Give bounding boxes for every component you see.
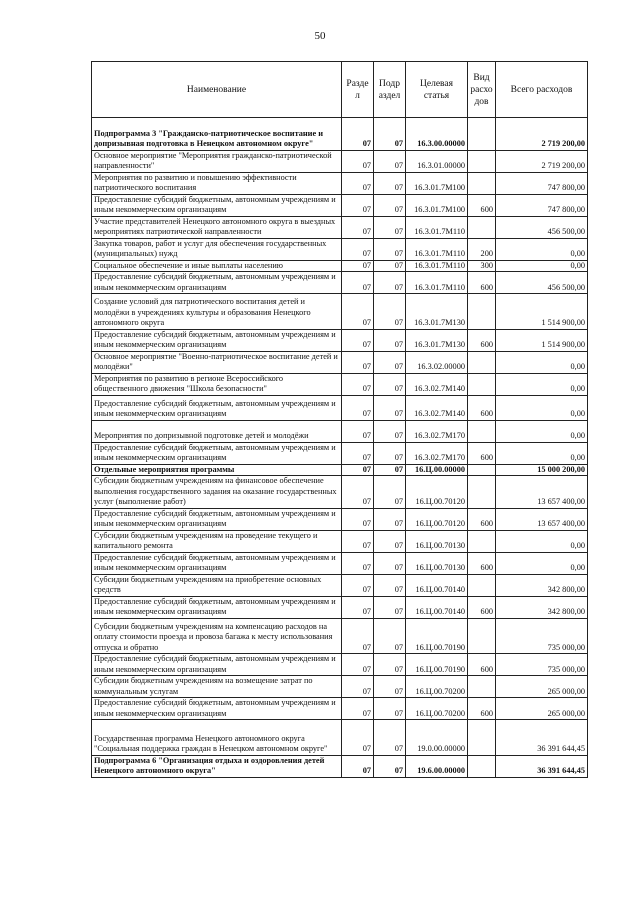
table-row (92, 755, 588, 777)
cell-name: Предоставление субсидий бюджетным, автономным учреждениям и иным некоммерческим организациям (92, 395, 342, 420)
column-header-target: Целевая статья (406, 62, 468, 118)
cell-name: Закупка товаров, работ и услуг для обеспечения государственных (муниципальных) нужд (92, 238, 342, 260)
cell-name: Социальное обеспечение и иные выплаты населению (92, 260, 342, 272)
cell-expense-type (468, 118, 496, 151)
cell-section: 07 (342, 618, 374, 654)
cell-name: Предоставление субсидий бюджетным, автономным учреждениям и иным некоммерческим организациям (92, 272, 342, 294)
cell-subsection: 07 (374, 329, 406, 351)
cell-target: 16.3.00.00000 (406, 118, 468, 151)
cell-expense-type: 200 (468, 238, 496, 260)
cell-subsection: 07 (374, 618, 406, 654)
table-row (92, 194, 588, 216)
cell-expense-type: 600 (468, 552, 496, 574)
cell-total: 2 719 200,00 (496, 150, 588, 172)
column-header-total: Всего расходов (496, 62, 588, 118)
cell-expense-type (468, 476, 496, 509)
cell-total: 0,00 (496, 238, 588, 260)
cell-total: 747 800,00 (496, 172, 588, 194)
cell-section: 07 (342, 654, 374, 676)
cell-target: 16.3.02.7М140 (406, 395, 468, 420)
column-header-subsection: Подр аздел (374, 62, 406, 118)
cell-total: 0,00 (496, 420, 588, 442)
cell-section: 07 (342, 698, 374, 720)
cell-total: 1 514 900,00 (496, 294, 588, 330)
table-row (92, 373, 588, 395)
cell-target: 16.Ц.00.70120 (406, 476, 468, 509)
table-row (92, 720, 588, 756)
cell-target: 16.3.01.7М130 (406, 294, 468, 330)
cell-section: 07 (342, 420, 374, 442)
cell-subsection: 07 (374, 508, 406, 530)
cell-name: Мероприятия по допризывной подготовке детей и молодёжи (92, 420, 342, 442)
cell-subsection: 07 (374, 216, 406, 238)
cell-expense-type (468, 618, 496, 654)
table-row (92, 464, 588, 476)
cell-expense-type: 600 (468, 194, 496, 216)
table-row (92, 260, 588, 272)
table-row (92, 530, 588, 552)
cell-section: 07 (342, 530, 374, 552)
cell-target: 16.3.02.7М170 (406, 420, 468, 442)
table-row (92, 442, 588, 464)
cell-subsection: 07 (374, 552, 406, 574)
column-header-expense-type: Вид расхо дов (468, 62, 496, 118)
cell-target: 16.3.01.7М110 (406, 260, 468, 272)
cell-total: 1 514 900,00 (496, 329, 588, 351)
cell-subsection: 07 (374, 676, 406, 698)
cell-total: 456 500,00 (496, 272, 588, 294)
cell-name: Субсидии бюджетным учреждениям на компенсацию расходов на оплату стоимости проезда и провоза багажа к месту использования отпуска и обратно (92, 618, 342, 654)
cell-total: 36 391 644,45 (496, 720, 588, 756)
cell-subsection: 07 (374, 150, 406, 172)
cell-target: 16.Ц.00.70190 (406, 618, 468, 654)
page-number: 50 (314, 30, 326, 42)
cell-target: 16.Ц.00.70140 (406, 596, 468, 618)
cell-target: 16.Ц.00.70140 (406, 574, 468, 596)
cell-target: 16.3.01.7М100 (406, 194, 468, 216)
cell-total: 0,00 (496, 530, 588, 552)
cell-total: 13 657 400,00 (496, 476, 588, 509)
cell-target: 16.3.01.7М110 (406, 272, 468, 294)
cell-target: 16.Ц.00.70130 (406, 552, 468, 574)
table-row (92, 596, 588, 618)
cell-section: 07 (342, 464, 374, 476)
cell-name: Субсидии бюджетным учреждениям на возмещение затрат по коммунальным услугам (92, 676, 342, 698)
table-row (92, 238, 588, 260)
cell-section: 07 (342, 574, 374, 596)
cell-name: Мероприятия по развитию в регионе Всероссийского общественного движения "Школа безопасности" (92, 373, 342, 395)
cell-section: 07 (342, 294, 374, 330)
cell-name: Основное мероприятие "Мероприятия гражданско-патриотической направленности" (92, 150, 342, 172)
cell-target: 16.Ц.00.70190 (406, 654, 468, 676)
cell-name: Предоставление субсидий бюджетным, автономным учреждениям и иным некоммерческим организациям (92, 508, 342, 530)
table-row (92, 476, 588, 509)
cell-name: Государственная программа Ненецкого автономного округа "Социальная поддержка граждан в Ненецком автономном округе" (92, 720, 342, 756)
cell-expense-type: 600 (468, 272, 496, 294)
cell-expense-type (468, 216, 496, 238)
cell-subsection: 07 (374, 476, 406, 509)
cell-subsection: 07 (374, 260, 406, 272)
cell-section: 07 (342, 351, 374, 373)
cell-total: 0,00 (496, 395, 588, 420)
budget-table (91, 61, 588, 778)
cell-name: Отдельные мероприятия программы (92, 464, 342, 476)
cell-target: 16.3.02.7М140 (406, 373, 468, 395)
cell-target: 16.Ц.00.70200 (406, 676, 468, 698)
cell-section: 07 (342, 329, 374, 351)
cell-total: 0,00 (496, 373, 588, 395)
cell-section: 07 (342, 272, 374, 294)
cell-section: 07 (342, 194, 374, 216)
cell-name: Предоставление субсидий бюджетным, автономным учреждениям и иным некоммерческим организациям (92, 552, 342, 574)
cell-section: 07 (342, 172, 374, 194)
cell-name: Подпрограмма 3 "Гражданско-патриотическое воспитание и допризывная подготовка в Ненецком автономном округе" (92, 118, 342, 151)
table-row (92, 574, 588, 596)
cell-name: Предоставление субсидий бюджетным, автономным учреждениям и иным некоммерческим организациям (92, 596, 342, 618)
table-row (92, 676, 588, 698)
cell-target: 19.0.00.00000 (406, 720, 468, 756)
cell-expense-type: 600 (468, 329, 496, 351)
cell-target: 16.3.01.7М130 (406, 329, 468, 351)
cell-name: Субсидии бюджетным учреждениям на финансовое обеспечение выполнения государственного задания на оказание государственных услуг (выполнение работ) (92, 476, 342, 509)
cell-section: 07 (342, 150, 374, 172)
cell-expense-type (468, 676, 496, 698)
cell-section: 07 (342, 755, 374, 777)
cell-expense-type: 600 (468, 698, 496, 720)
cell-section: 07 (342, 596, 374, 618)
cell-expense-type (468, 574, 496, 596)
table-row (92, 329, 588, 351)
cell-total: 2 719 200,00 (496, 118, 588, 151)
cell-target: 16.Ц.00.70120 (406, 508, 468, 530)
cell-subsection: 07 (374, 698, 406, 720)
cell-total: 0,00 (496, 442, 588, 464)
cell-name: Основное мероприятие "Военно-патриотическое воспитание детей и молодёжи" (92, 351, 342, 373)
cell-target: 16.Ц.00.70200 (406, 698, 468, 720)
cell-name: Предоставление субсидий бюджетным, автономным учреждениям и иным некоммерческим организациям (92, 654, 342, 676)
cell-name: Мероприятия по развитию и повышению эффективности патриотического воспитания (92, 172, 342, 194)
cell-target: 16.3.01.7М110 (406, 216, 468, 238)
table-header-row (92, 62, 588, 118)
cell-expense-type: 600 (468, 442, 496, 464)
cell-total: 342 800,00 (496, 574, 588, 596)
cell-expense-type (468, 420, 496, 442)
cell-subsection: 07 (374, 194, 406, 216)
cell-section: 07 (342, 216, 374, 238)
cell-section: 07 (342, 720, 374, 756)
cell-name: Создание условий для патриотического воспитания детей и молодёжи в учреждениях культуры и образования Ненецкого автономного округа (92, 294, 342, 330)
cell-section: 07 (342, 552, 374, 574)
cell-name: Предоставление субсидий бюджетным, автономным учреждениям и иным некоммерческим организациям (92, 698, 342, 720)
cell-name: Субсидии бюджетным учреждениям на проведение текущего и капитального ремонта (92, 530, 342, 552)
table-row (92, 618, 588, 654)
table-row (92, 272, 588, 294)
table-row (92, 172, 588, 194)
cell-subsection: 07 (374, 118, 406, 151)
cell-subsection: 07 (374, 420, 406, 442)
cell-name: Подпрограмма 6 "Организация отдыха и оздоровления детей Ненецкого автономного округа" (92, 755, 342, 777)
table-row (92, 395, 588, 420)
cell-section: 07 (342, 373, 374, 395)
cell-subsection: 07 (374, 395, 406, 420)
cell-subsection: 07 (374, 720, 406, 756)
cell-name: Предоставление субсидий бюджетным, автономным учреждениям и иным некоммерческим организациям (92, 194, 342, 216)
cell-expense-type: 300 (468, 260, 496, 272)
cell-target: 16.3.01.7М100 (406, 172, 468, 194)
column-header-name: Наименование (92, 62, 342, 118)
cell-expense-type: 600 (468, 654, 496, 676)
cell-expense-type: 600 (468, 508, 496, 530)
table-row (92, 654, 588, 676)
cell-total: 13 657 400,00 (496, 508, 588, 530)
cell-subsection: 07 (374, 172, 406, 194)
cell-total: 0,00 (496, 351, 588, 373)
cell-target: 16.3.01.00000 (406, 150, 468, 172)
cell-subsection: 07 (374, 574, 406, 596)
table-row (92, 552, 588, 574)
table-row (92, 698, 588, 720)
cell-expense-type (468, 373, 496, 395)
cell-expense-type (468, 464, 496, 476)
cell-target: 16.3.02.00000 (406, 351, 468, 373)
cell-expense-type (468, 720, 496, 756)
table-row (92, 150, 588, 172)
cell-total: 342 800,00 (496, 596, 588, 618)
cell-total: 265 000,00 (496, 698, 588, 720)
cell-section: 07 (342, 476, 374, 509)
cell-name: Субсидии бюджетным учреждениям на приобретение основных средств (92, 574, 342, 596)
cell-subsection: 07 (374, 272, 406, 294)
cell-section: 07 (342, 442, 374, 464)
cell-section: 07 (342, 260, 374, 272)
cell-expense-type (468, 755, 496, 777)
cell-subsection: 07 (374, 238, 406, 260)
cell-total: 456 500,00 (496, 216, 588, 238)
cell-subsection: 07 (374, 351, 406, 373)
cell-total: 0,00 (496, 260, 588, 272)
cell-subsection: 07 (374, 530, 406, 552)
cell-target: 16.Ц.00.00000 (406, 464, 468, 476)
table-row (92, 294, 588, 330)
cell-section: 07 (342, 118, 374, 151)
cell-expense-type (468, 351, 496, 373)
cell-total: 36 391 644,45 (496, 755, 588, 777)
cell-expense-type (468, 172, 496, 194)
cell-target: 16.Ц.00.70130 (406, 530, 468, 552)
cell-name: Участие представителей Ненецкого автономного округа в выездных мероприятиях патриотической направленности (92, 216, 342, 238)
cell-subsection: 07 (374, 654, 406, 676)
cell-total: 747 800,00 (496, 194, 588, 216)
cell-target: 19.6.00.00000 (406, 755, 468, 777)
column-header-section: Разде л (342, 62, 374, 118)
cell-target: 16.3.02.7М170 (406, 442, 468, 464)
cell-section: 07 (342, 238, 374, 260)
cell-subsection: 07 (374, 464, 406, 476)
cell-section: 07 (342, 508, 374, 530)
cell-total: 265 000,00 (496, 676, 588, 698)
cell-expense-type (468, 294, 496, 330)
cell-total: 735 000,00 (496, 654, 588, 676)
cell-section: 07 (342, 395, 374, 420)
cell-subsection: 07 (374, 442, 406, 464)
cell-expense-type (468, 530, 496, 552)
cell-subsection: 07 (374, 294, 406, 330)
cell-subsection: 07 (374, 755, 406, 777)
cell-subsection: 07 (374, 373, 406, 395)
cell-total: 15 000 200,00 (496, 464, 588, 476)
table-row (92, 351, 588, 373)
cell-name: Предоставление субсидий бюджетным, автономным учреждениям и иным некоммерческим организациям (92, 442, 342, 464)
cell-name: Предоставление субсидий бюджетным, автономным учреждениям и иным некоммерческим организациям (92, 329, 342, 351)
cell-subsection: 07 (374, 596, 406, 618)
table-row (92, 420, 588, 442)
cell-expense-type (468, 150, 496, 172)
table-row (92, 118, 588, 151)
cell-section: 07 (342, 676, 374, 698)
table-row (92, 216, 588, 238)
table-row (92, 508, 588, 530)
cell-total: 735 000,00 (496, 618, 588, 654)
cell-target: 16.3.01.7М110 (406, 238, 468, 260)
cell-expense-type: 600 (468, 395, 496, 420)
cell-total: 0,00 (496, 552, 588, 574)
cell-expense-type: 600 (468, 596, 496, 618)
